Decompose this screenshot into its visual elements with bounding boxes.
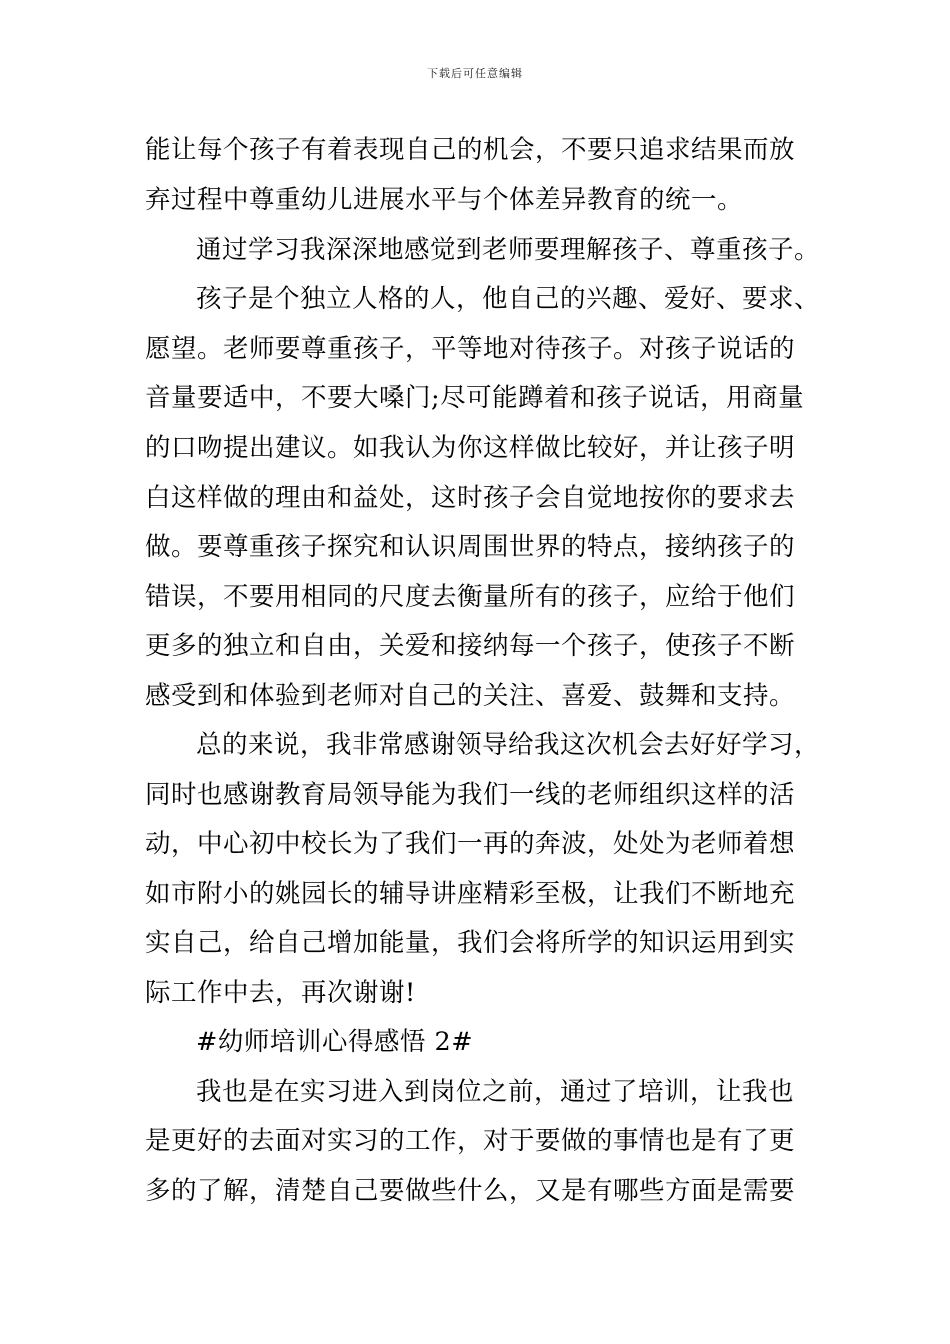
text-line: 如市附小的姚园长的辅导讲座精彩至极，让我们不断地充: [145, 879, 796, 909]
text-line: 感受到和体验到老师对自己的关注、喜爱、鼓舞和支持。: [145, 681, 796, 711]
text-line: 同时也感谢教育局领导能为我们一线的老师组织这样的活: [145, 780, 796, 810]
text-line: 音量要适中，不要大嗓门;尽可能蹲着和孩子说话，用商量: [145, 383, 805, 413]
text-line: 动，中心初中校长为了我们一再的奔波，处处为老师着想: [145, 829, 796, 859]
text-line: 的口吻提出建议。如我认为你这样做比较好，并让孩子明: [145, 433, 796, 463]
text-line: 做。要尊重孩子探究和认识周围世界的特点，接纳孩子的: [145, 532, 796, 562]
text-line: 总的来说，我非常感谢领导给我这次机会去好好学习，: [196, 730, 821, 760]
text-line: 际工作中去，再次谢谢!: [145, 978, 416, 1008]
text-line: 弃过程中尊重幼儿进展水平与个体差异教育的统一。: [145, 185, 744, 215]
text-line: 我也是在实习进入到岗位之前，通过了培训，让我也: [196, 1077, 795, 1107]
text-line: 更多的独立和自由，关爱和接纳每一个孩子，使孩子不断: [145, 631, 796, 661]
text-line: 多的了解，清楚自己要做些什么，又是有哪些方面是需要: [145, 1176, 796, 1206]
text-line: 孩子是个独立人格的人，他自己的兴趣、爱好、要求、: [196, 284, 821, 314]
text-line: 能让每个孩子有着表现自己的机会，不要只追求结果而放: [145, 135, 796, 165]
page-header: 下载后可任意编辑: [427, 67, 523, 80]
text-line: 通过学习我深深地感觉到老师要理解孩子、尊重孩子。: [196, 235, 821, 265]
text-line: 愿望。老师要尊重孩子，平等地对待孩子。对孩子说话的: [145, 334, 796, 364]
text-line: 是更好的去面对实习的工作，对于要做的事情也是有了更: [145, 1126, 796, 1156]
text-line: 实自己，给自己增加能量，我们会将所学的知识运用到实: [145, 928, 796, 958]
text-line: 白这样做的理由和益处，这时孩子会自觉地按你的要求去: [145, 483, 796, 513]
text-line: 错误，不要用相同的尺度去衡量所有的孩子，应给于他们: [145, 582, 796, 612]
section-heading: #幼师培训心得感悟 2#: [196, 1027, 474, 1057]
